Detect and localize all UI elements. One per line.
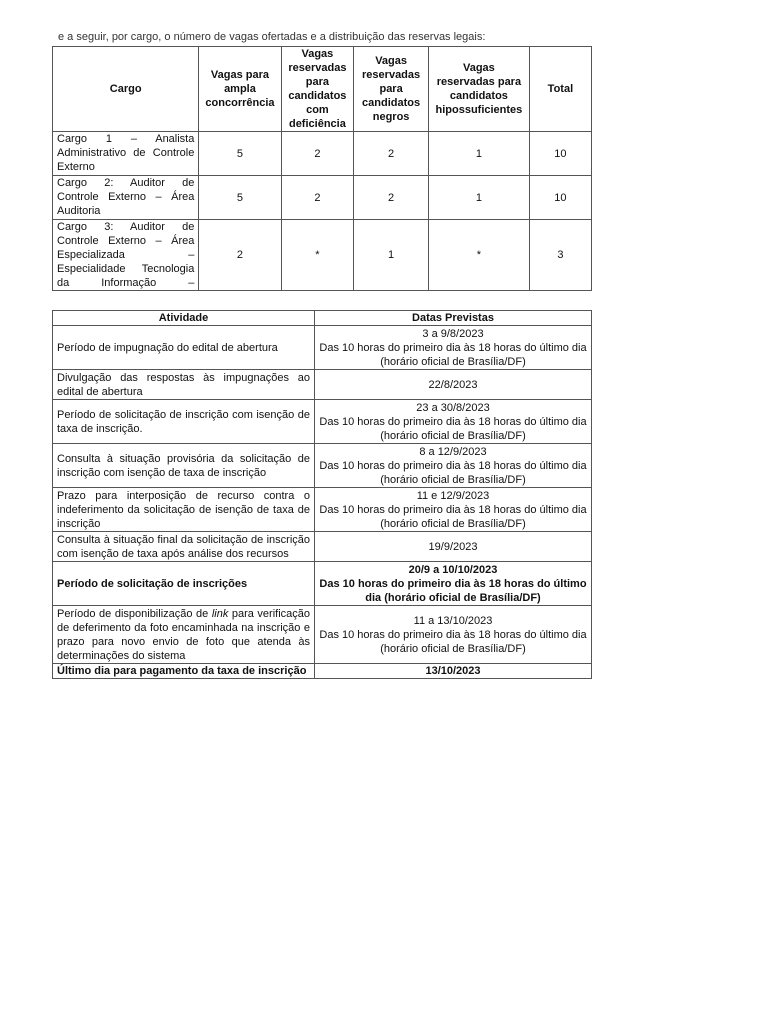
data-detail: Das 10 horas do primeiro dia às 18 horas do último dia (horário oficial de Brasília/DF) bbox=[319, 503, 587, 530]
data-detail: Das 10 horas do primeiro dia às 18 horas do último dia (horário oficial de Brasília/DF) bbox=[319, 341, 587, 368]
table-header-row bbox=[53, 311, 592, 326]
data-cell bbox=[315, 664, 592, 679]
cargo-cell: Cargo 1 – Analista Administrativo de Controle Externo bbox=[53, 132, 199, 176]
atividade-text-pre: Período de disponibilização de bbox=[57, 607, 212, 620]
header-cargo: Cargo bbox=[53, 47, 199, 132]
atividade-cell: Período de solicitação de inscrições bbox=[53, 562, 315, 606]
hipossuficientes-cell: * bbox=[428, 220, 529, 291]
table-row bbox=[53, 370, 592, 400]
header-hipossuficientes: Vagas reservadas para candidatos hipossuficientes bbox=[428, 47, 529, 132]
total-cell: 10 bbox=[529, 176, 591, 220]
data-cell bbox=[315, 606, 592, 664]
header-datas: Datas Previstas bbox=[315, 311, 592, 326]
table-row bbox=[53, 326, 592, 370]
top-cut-text: e a seguir, por cargo, o número de vagas ofertadas e a distribuição das reservas legais: bbox=[58, 31, 486, 43]
header-deficiencia: Vagas reservadas para candidatos com deficiência bbox=[281, 47, 354, 132]
data-range: 11 e 12/9/2023 bbox=[416, 489, 490, 502]
ampla-cell: 5 bbox=[199, 132, 281, 176]
cronograma-table bbox=[52, 310, 592, 679]
table-row bbox=[53, 400, 592, 444]
table-row bbox=[53, 664, 592, 679]
table-header-row bbox=[53, 47, 592, 132]
data-range: 19/9/2023 bbox=[428, 540, 478, 553]
header-negros: Vagas reservadas para candidatos negros bbox=[354, 47, 429, 132]
negros-cell: 1 bbox=[354, 220, 429, 291]
deficiencia-cell: 2 bbox=[281, 176, 354, 220]
atividade-cell bbox=[53, 606, 315, 664]
atividade-cell: Período de solicitação de inscrição com isenção de taxa de inscrição. bbox=[53, 400, 315, 444]
atividade-cell: Divulgação das respostas às impugnações ao edital de abertura bbox=[53, 370, 315, 400]
data-range: 3 a 9/8/2023 bbox=[422, 327, 484, 340]
table-row bbox=[53, 444, 592, 488]
data-detail: Das 10 horas do primeiro dia às 18 horas do último dia (horário oficial de Brasília/DF) bbox=[319, 415, 587, 442]
hipossuficientes-cell: 1 bbox=[428, 176, 529, 220]
table-row bbox=[53, 132, 592, 176]
data-range: 8 a 12/9/2023 bbox=[419, 445, 487, 458]
table-row bbox=[53, 562, 592, 606]
atividade-cell: Período de impugnação do edital de abertura bbox=[53, 326, 315, 370]
negros-cell: 2 bbox=[354, 176, 429, 220]
table-row bbox=[53, 220, 592, 291]
cargo-clipped-text: Cargo 3: Auditor de Controle Externo – Área Especializada – Especialidade Tecnologia da Informação – bbox=[57, 221, 195, 289]
table-row bbox=[53, 532, 592, 562]
total-cell: 10 bbox=[529, 132, 591, 176]
data-range: 20/9 a 10/10/2023 bbox=[408, 563, 498, 576]
atividade-cell: Consulta à situação provisória da solicitação de inscrição com isenção de taxa de inscrição bbox=[53, 444, 315, 488]
vagas-table bbox=[52, 46, 592, 291]
table-row bbox=[53, 488, 592, 532]
data-detail: Das 10 horas do primeiro dia às 18 horas do último dia (horário oficial de Brasília/DF) bbox=[319, 577, 587, 604]
ampla-cell: 2 bbox=[199, 220, 281, 291]
data-cell bbox=[315, 400, 592, 444]
data-range: 22/8/2023 bbox=[428, 378, 478, 391]
data-range: 13/10/2023 bbox=[425, 665, 481, 677]
atividade-cell: Consulta à situação final da solicitação de inscrição com isenção de taxa após análise dos recursos bbox=[53, 532, 315, 562]
data-detail: Das 10 horas do primeiro dia às 18 horas do último dia (horário oficial de Brasília/DF) bbox=[319, 459, 587, 486]
cargo-cell bbox=[53, 220, 199, 291]
hipossuficientes-cell: 1 bbox=[428, 132, 529, 176]
data-range: 11 a 13/10/2023 bbox=[413, 614, 493, 627]
total-cell: 3 bbox=[529, 220, 591, 291]
atividade-cell: Prazo para interposição de recurso contra o indeferimento da solicitação de isenção de taxa de inscrição bbox=[53, 488, 315, 532]
data-range: 23 a 30/8/2023 bbox=[416, 401, 490, 414]
data-cell bbox=[315, 326, 592, 370]
atividade-text-post: para verificação de deferimento da foto encaminhada na inscrição e prazo para novo envio de foto que atenda às determinações do sistema bbox=[57, 607, 310, 662]
atividade-cell: Último dia para pagamento da taxa de inscrição bbox=[53, 664, 315, 679]
data-cell bbox=[315, 488, 592, 532]
ampla-cell: 5 bbox=[199, 176, 281, 220]
data-cell bbox=[315, 562, 592, 606]
data-cell bbox=[315, 532, 592, 562]
atividade-text-link: link bbox=[211, 607, 229, 620]
table-row bbox=[53, 606, 592, 664]
header-total: Total bbox=[529, 47, 591, 132]
data-cell bbox=[315, 444, 592, 488]
table-row bbox=[53, 176, 592, 220]
data-cell bbox=[315, 370, 592, 400]
cargo-cell: Cargo 2: Auditor de Controle Externo – Área Auditoria bbox=[53, 176, 199, 220]
data-detail: Das 10 horas do primeiro dia às 18 horas do último dia (horário oficial de Brasília/DF) bbox=[319, 628, 587, 655]
deficiencia-cell: * bbox=[281, 220, 354, 291]
header-atividade: Atividade bbox=[53, 311, 315, 326]
deficiencia-cell: 2 bbox=[281, 132, 354, 176]
header-ampla: Vagas para ampla concorrência bbox=[199, 47, 281, 132]
negros-cell: 2 bbox=[354, 132, 429, 176]
